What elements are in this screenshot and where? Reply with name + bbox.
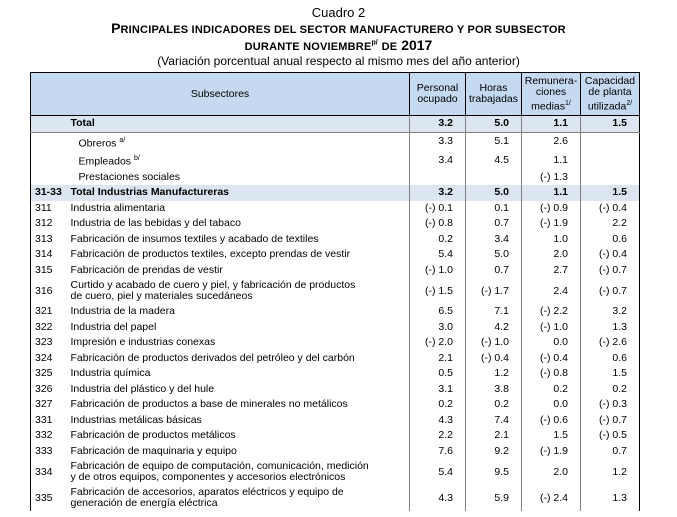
cell-remuneraciones: 0.0 xyxy=(522,335,581,351)
row-code: 324 xyxy=(31,351,69,367)
table-row xyxy=(31,428,640,444)
cell-capacidad: 1.3 xyxy=(581,485,640,511)
cell-horas: (-) 1.7 xyxy=(466,278,522,304)
note-b: b/ xyxy=(133,155,140,162)
cell-horas: 5.0 xyxy=(466,185,522,201)
table-row xyxy=(31,413,640,429)
cell-horas: 5.0 xyxy=(466,116,522,133)
row-code: 322 xyxy=(31,320,69,336)
col-header-capacidad xyxy=(581,73,640,116)
title-initial: P xyxy=(111,20,121,36)
row-name: Industria del papel xyxy=(69,320,410,336)
row-code: 335 xyxy=(31,485,69,511)
cell-personal: 3.3 xyxy=(410,132,466,151)
row-name: Fabricación de equipo de computación, comunicación, medición y de otros equipos, componentes y accesorios electrónicos xyxy=(69,459,410,485)
note-1: 1/ xyxy=(565,99,571,107)
row-name: Prestaciones sociales xyxy=(69,170,410,186)
table-row-prestaciones xyxy=(31,170,640,186)
cell-remuneraciones: 1.1 xyxy=(522,185,581,201)
row-name: Fabricación de productos derivados del petróleo y del carbón xyxy=(69,351,410,367)
cell-horas: 9.5 xyxy=(466,459,522,485)
row-code: 312 xyxy=(31,216,69,232)
cell-capacidad xyxy=(581,170,640,186)
cell-remuneraciones: 1.1 xyxy=(522,151,581,170)
cell-horas: 0.2 xyxy=(466,397,522,413)
row-code: 333 xyxy=(31,444,69,460)
row-name: Industria de la madera xyxy=(69,304,410,320)
cell-remuneraciones: 2.0 xyxy=(522,459,581,485)
cell-personal: 5.4 xyxy=(410,247,466,263)
cell-horas: 5.1 xyxy=(466,132,522,151)
row-name: Fabricación de prendas de vestir xyxy=(69,263,410,279)
cell-personal: 3.2 xyxy=(410,185,466,201)
cell-personal xyxy=(410,170,466,186)
row-name: Fabricación de productos a base de minerales no metálicos xyxy=(69,397,410,413)
page-title-line-1 xyxy=(0,20,677,36)
table-row xyxy=(31,382,640,398)
row-code: 334 xyxy=(31,459,69,485)
table-row xyxy=(31,201,640,217)
cell-horas: 0.7 xyxy=(466,263,522,279)
cell-horas: 9.2 xyxy=(466,444,522,460)
row-code: 311 xyxy=(31,201,69,217)
table-row xyxy=(31,320,640,336)
row-name: Industria química xyxy=(69,366,410,382)
title-year: 2017 xyxy=(401,37,433,53)
table-row-empleados xyxy=(31,151,640,170)
cell-remuneraciones: (-) 0.9 xyxy=(522,201,581,217)
cell-remuneraciones: (-) 1.3 xyxy=(522,170,581,186)
table-row xyxy=(31,366,640,382)
cell-remuneraciones: (-) 0.8 xyxy=(522,366,581,382)
row-name: Industrias metálicas básicas xyxy=(69,413,410,429)
row-name: Impresión e industrias conexas xyxy=(69,335,410,351)
cell-horas: 5.9 xyxy=(466,485,522,511)
cell-horas: 2.1 xyxy=(466,428,522,444)
cell-personal: 0.2 xyxy=(410,397,466,413)
row-name: Fabricación de productos metálicos xyxy=(69,428,410,444)
title-period: DURANTE NOVIEMBRE xyxy=(244,41,372,53)
cell-personal: (-) 1.0 xyxy=(410,263,466,279)
cell-capacidad: (-) 0.3 xyxy=(581,397,640,413)
cell-remuneraciones: 1.0 xyxy=(522,232,581,248)
col-header-subsectores: Subsectores xyxy=(31,73,410,116)
cell-remuneraciones: 2.6 xyxy=(522,132,581,151)
cell-capacidad xyxy=(581,132,640,151)
cell-personal: 3.1 xyxy=(410,382,466,398)
table-row-obreros xyxy=(31,132,640,151)
row-code: 325 xyxy=(31,366,69,382)
cell-personal: 3.0 xyxy=(410,320,466,336)
table-row xyxy=(31,459,640,485)
cell-personal: (-) 0.8 xyxy=(410,216,466,232)
cell-personal: 4.3 xyxy=(410,485,466,511)
row-code: 31-33 xyxy=(31,185,69,201)
cell-horas: 1.2 xyxy=(466,366,522,382)
col-header-remuneraciones-label: Remunera- ciones medias xyxy=(524,74,578,113)
cell-capacidad: (-) 0.5 xyxy=(581,428,640,444)
cell-horas: 0.7 xyxy=(466,216,522,232)
cell-capacidad xyxy=(581,151,640,170)
title-de: DE xyxy=(381,41,398,53)
row-code: 316 xyxy=(31,278,69,304)
cell-capacidad: (-) 0.7 xyxy=(581,263,640,279)
row-name: Fabricación de accesorios, aparatos eléctricos y equipo de generación de energía eléctrica xyxy=(69,485,410,511)
cell-personal: 3.4 xyxy=(410,151,466,170)
cell-personal: 2.2 xyxy=(410,428,466,444)
cell-horas: 0.1 xyxy=(466,201,522,217)
cell-horas: (-) 0.4 xyxy=(466,351,522,367)
col-header-horas: Horas trabajadas xyxy=(466,73,522,116)
row-name: Total Industrias Manufactureras xyxy=(69,185,410,201)
cell-personal: 2.1 xyxy=(410,351,466,367)
row-name: Empleados $^{b/}$ xyxy=(69,151,410,170)
cell-capacidad: (-) 0.7 xyxy=(581,278,640,304)
cell-personal: 0.2 xyxy=(410,232,466,248)
table-caption: Cuadro 2 xyxy=(311,5,366,20)
cell-capacidad: 0.7 xyxy=(581,444,640,460)
page-subtitle: (Variación porcentual anual respecto al mismo mes del año anterior) xyxy=(157,54,520,68)
cell-horas: 4.5 xyxy=(466,151,522,170)
row-name: Fabricación de maquinaria y equipo xyxy=(69,444,410,460)
table-row xyxy=(31,263,640,279)
cell-capacidad: (-) 0.7 xyxy=(581,413,640,429)
page-title-line-2 xyxy=(0,37,677,53)
row-code: 326 xyxy=(31,382,69,398)
cell-capacidad: 0.2 xyxy=(581,382,640,398)
cell-capacidad: (-) 0.4 xyxy=(581,247,640,263)
table-row xyxy=(31,444,640,460)
row-name: Total xyxy=(69,116,410,133)
cell-capacidad: 1.5 xyxy=(581,116,640,133)
note-2: 2/ xyxy=(626,99,633,107)
cell-horas: 7.1 xyxy=(466,304,522,320)
cell-remuneraciones: (-) 0.6 xyxy=(522,413,581,429)
table-row xyxy=(31,216,640,232)
cell-personal: (-) 1.5 xyxy=(410,278,466,304)
title-rest: RINCIPALES INDICADORES DEL SECTOR MANUFACTURERO Y POR SUBSECTOR xyxy=(120,24,566,36)
row-code: 332 xyxy=(31,428,69,444)
table-row xyxy=(31,304,640,320)
row-name: Obreros $^{a/}$ xyxy=(69,132,410,151)
row-name: Industria de las bebidas y del tabaco xyxy=(69,216,410,232)
note-a: a/ xyxy=(119,136,126,144)
cell-capacidad: 1.5 xyxy=(581,185,640,201)
cell-horas: 3.4 xyxy=(466,232,522,248)
row-name: Curtido y acabado de cuero y piel, y fabricación de productos de cuero, piel y materiales sucedáneos xyxy=(69,278,410,304)
cell-personal: 0.5 xyxy=(410,366,466,382)
row-code: 327 xyxy=(31,397,69,413)
cell-remuneraciones: 0.2 xyxy=(522,382,581,398)
cell-personal: 5.4 xyxy=(410,459,466,485)
cell-horas: (-) 1.0 xyxy=(466,335,522,351)
row-code: 331 xyxy=(31,413,69,429)
table-header-row xyxy=(31,73,640,116)
table-row xyxy=(31,397,640,413)
row-code: 321 xyxy=(31,304,69,320)
cell-remuneraciones: (-) 1.9 xyxy=(522,444,581,460)
row-name: Fabricación de insumos textiles y acabado de textiles xyxy=(69,232,410,248)
row-code: 315 xyxy=(31,263,69,279)
cell-capacidad: (-) 0.4 xyxy=(581,201,640,217)
cell-horas: 4.2 xyxy=(466,320,522,336)
row-code xyxy=(31,116,69,133)
cell-capacidad: 0.6 xyxy=(581,351,640,367)
cell-capacidad: 1.5 xyxy=(581,366,640,382)
table-row xyxy=(31,351,640,367)
row-name: Fabricación de productos textiles, excepto prendas de vestir xyxy=(69,247,410,263)
cell-remuneraciones: 2.4 xyxy=(522,278,581,304)
cell-personal: 7.6 xyxy=(410,444,466,460)
col-header-capacidad-label: Capacidad de planta utilizada xyxy=(584,74,636,113)
row-code: 314 xyxy=(31,247,69,263)
cell-remuneraciones: 2.0 xyxy=(522,247,581,263)
cell-capacidad: 2.2 xyxy=(581,216,640,232)
cell-personal: 4.3 xyxy=(410,413,466,429)
cell-horas: 5.0 xyxy=(466,247,522,263)
cell-remuneraciones: (-) 2.2 xyxy=(522,304,581,320)
indicators-table xyxy=(30,72,640,511)
cell-personal: (-) 2.0 xyxy=(410,335,466,351)
table-row-total-manufactureras xyxy=(31,185,640,201)
col-header-remuneraciones xyxy=(522,73,581,116)
cell-remuneraciones: (-) 1.9 xyxy=(522,216,581,232)
col-header-personal: Personal ocupado xyxy=(410,73,466,116)
table-row xyxy=(31,485,640,511)
cell-remuneraciones: 2.7 xyxy=(522,263,581,279)
preliminary-mark: p/ xyxy=(371,39,378,47)
cell-capacidad: (-) 2.6 xyxy=(581,335,640,351)
row-code: 313 xyxy=(31,232,69,248)
table-row xyxy=(31,278,640,304)
cell-remuneraciones: 1.5 xyxy=(522,428,581,444)
table-row-total xyxy=(31,116,640,133)
cell-capacidad: 1.2 xyxy=(581,459,640,485)
cell-remuneraciones: (-) 1.0 xyxy=(522,320,581,336)
cell-personal: 3.2 xyxy=(410,116,466,133)
table-row xyxy=(31,335,640,351)
cell-capacidad: 0.6 xyxy=(581,232,640,248)
cell-personal: (-) 0.1 xyxy=(410,201,466,217)
cell-remuneraciones: (-) 0.4 xyxy=(522,351,581,367)
row-name: Industria del plástico y del hule xyxy=(69,382,410,398)
row-code: 323 xyxy=(31,335,69,351)
cell-capacidad: 1.3 xyxy=(581,320,640,336)
table-row xyxy=(31,232,640,248)
cell-horas: 3.8 xyxy=(466,382,522,398)
cell-remuneraciones: (-) 2.4 xyxy=(522,485,581,511)
table-row xyxy=(31,247,640,263)
cell-remuneraciones: 1.1 xyxy=(522,116,581,133)
cell-capacidad: 3.2 xyxy=(581,304,640,320)
row-name: Industria alimentaria xyxy=(69,201,410,217)
cell-horas: 7.4 xyxy=(466,413,522,429)
cell-personal: 6.5 xyxy=(410,304,466,320)
cell-horas xyxy=(466,170,522,186)
cell-remuneraciones: 0.0 xyxy=(522,397,581,413)
